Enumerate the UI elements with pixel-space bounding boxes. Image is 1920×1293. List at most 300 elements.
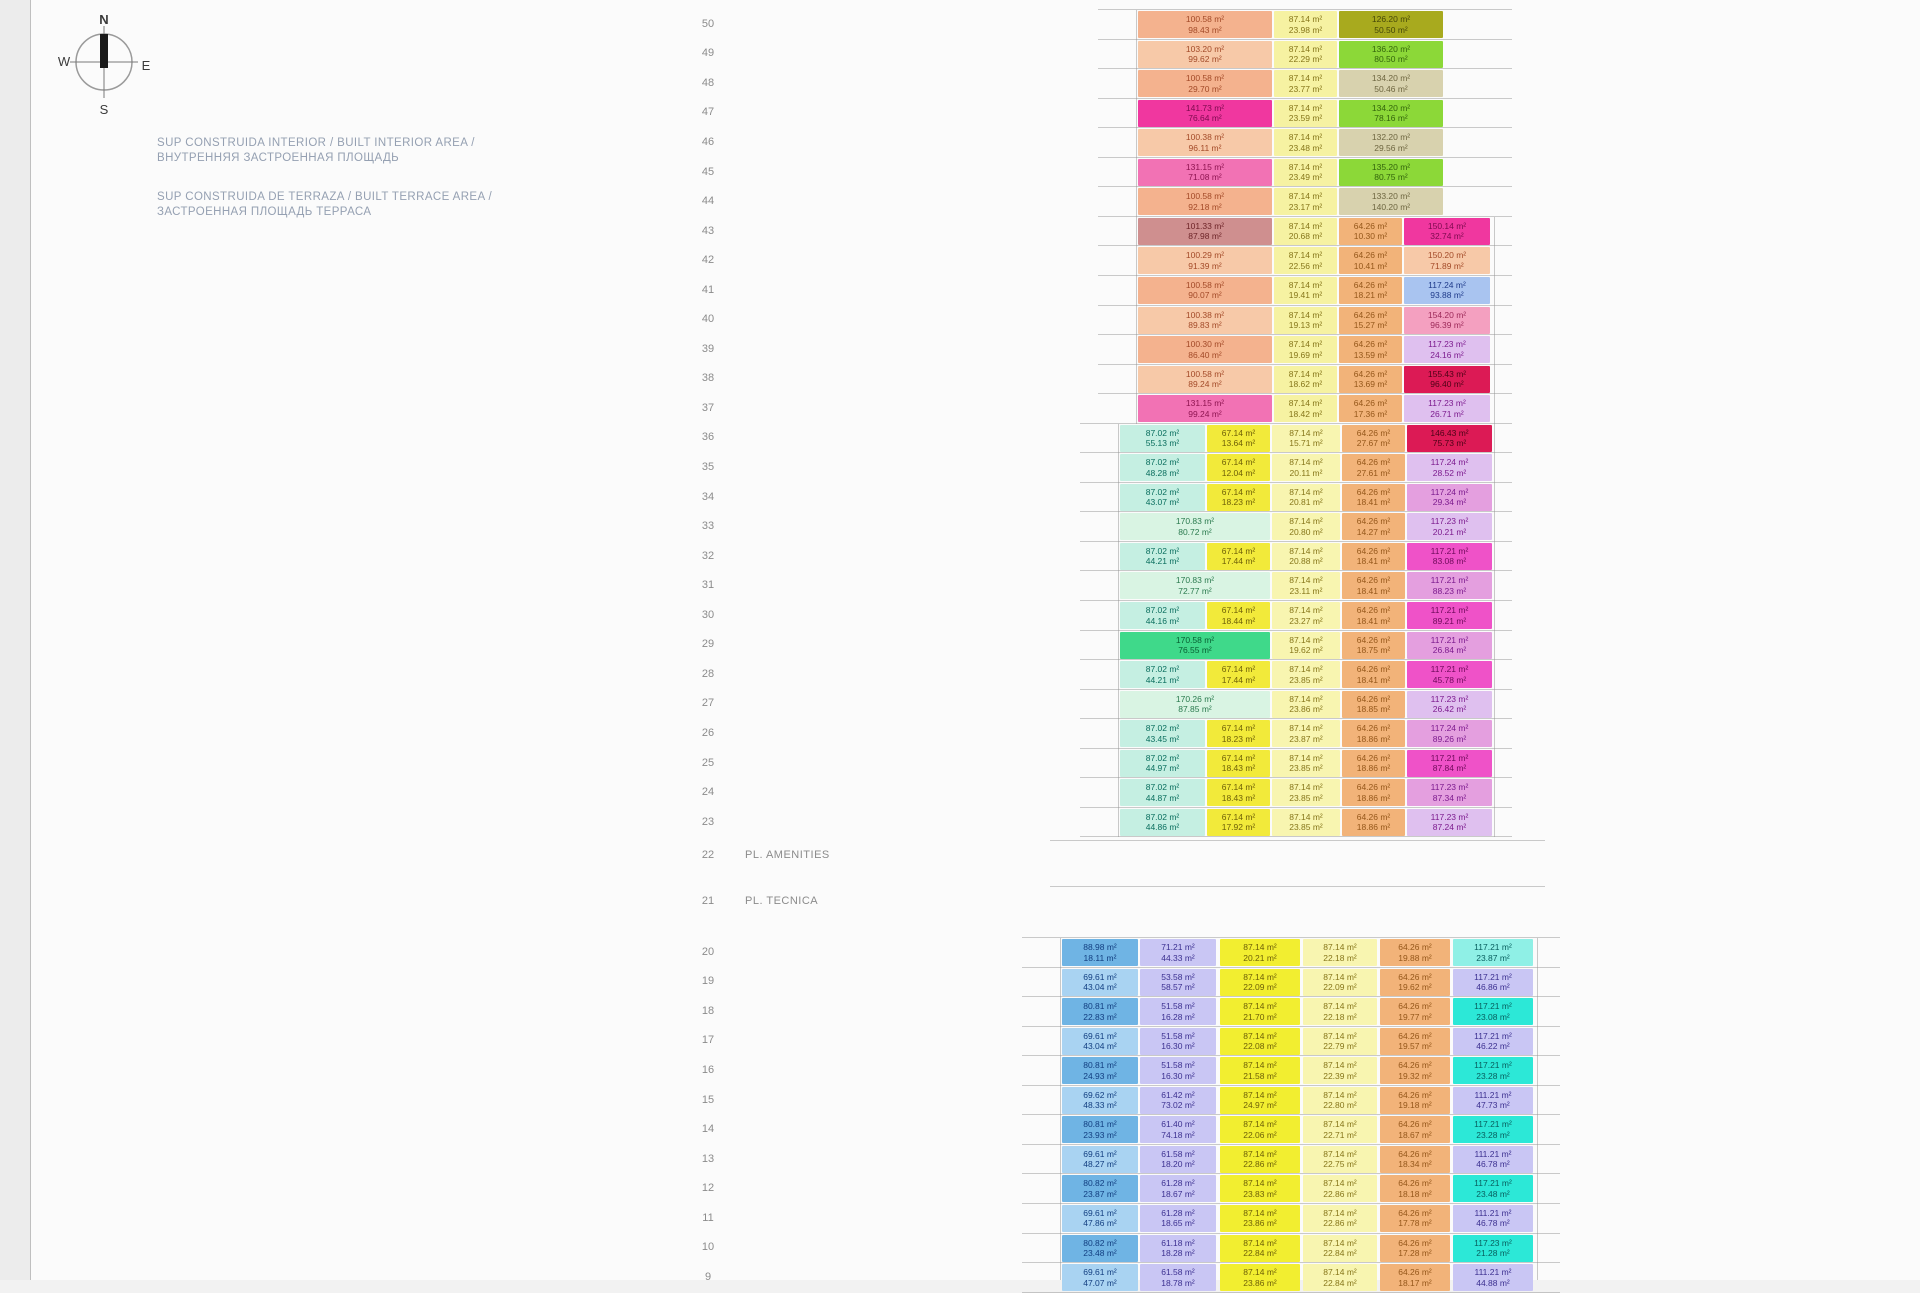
terrace-area-value: 55.13 m² bbox=[1145, 438, 1180, 449]
terrace-area-value: 27.61 m² bbox=[1356, 467, 1391, 478]
terrace-area-value: 87.84 m² bbox=[1432, 763, 1467, 774]
interior-area-value: 136.20 m² bbox=[1371, 43, 1411, 54]
terrace-area-value: 20.21 m² bbox=[1243, 952, 1277, 963]
terrace-area-value: 18.18 m² bbox=[1398, 1188, 1432, 1199]
floor-slab-line bbox=[1098, 275, 1512, 276]
floor-number: 49 bbox=[701, 47, 715, 60]
terrace-area-value: 86.40 m² bbox=[1188, 349, 1222, 360]
terrace-area-value: 29.70 m² bbox=[1188, 83, 1222, 94]
terrace-area-value: 18.41 m² bbox=[1356, 585, 1391, 596]
interior-area-value: 134.20 m² bbox=[1371, 102, 1411, 113]
interior-area-value: 150.20 m² bbox=[1427, 250, 1467, 261]
interior-area-value: 117.21 m² bbox=[1474, 1178, 1512, 1189]
floor-number: 16 bbox=[701, 1063, 715, 1076]
floor-number: 22 bbox=[701, 849, 715, 861]
terrace-area-value: 10.30 m² bbox=[1353, 231, 1388, 242]
floor-slab-line bbox=[1098, 245, 1512, 246]
terrace-area-value: 28.52 m² bbox=[1432, 467, 1467, 478]
apartment-area-cell bbox=[1380, 998, 1450, 1025]
apartment-area-cell bbox=[1140, 1264, 1216, 1291]
apartment-area-cell bbox=[1339, 395, 1402, 422]
apartment-area-cell bbox=[1339, 247, 1402, 274]
terrace-area-value: 23.85 m² bbox=[1289, 792, 1323, 803]
interior-area-value: 117.24 m² bbox=[1428, 279, 1466, 290]
terrace-area-value: 20.68 m² bbox=[1288, 231, 1323, 242]
floor-slab-line bbox=[1080, 630, 1512, 631]
apartment-area-cell bbox=[1207, 425, 1270, 452]
floor-number: 31 bbox=[701, 579, 715, 592]
floor-slab-line bbox=[1080, 423, 1512, 424]
terrace-area-value: 47.07 m² bbox=[1083, 1277, 1117, 1288]
terrace-area-value: 18.20 m² bbox=[1161, 1159, 1195, 1170]
floor-number: 35 bbox=[701, 461, 715, 474]
apartment-area-cell bbox=[1303, 1057, 1377, 1084]
apartment-area-cell bbox=[1220, 1264, 1300, 1291]
floor-slab-line bbox=[1080, 511, 1512, 512]
terrace-area-value: 23.86 m² bbox=[1243, 1277, 1277, 1288]
interior-area-value: 111.21 m² bbox=[1474, 1207, 1512, 1218]
apartment-area-cell bbox=[1404, 366, 1490, 393]
apartment-area-cell bbox=[1303, 1264, 1377, 1291]
interior-area-value: 103.20 m² bbox=[1185, 43, 1225, 54]
interior-area-value: 87.14 m² bbox=[1323, 1060, 1357, 1071]
terrace-area-value: 71.89 m² bbox=[1430, 260, 1464, 271]
floor-number: 48 bbox=[701, 76, 715, 89]
interior-area-value: 64.26 m² bbox=[1356, 782, 1391, 793]
terrace-area-value: 22.80 m² bbox=[1323, 1100, 1357, 1111]
terrace-area-value: 23.11 m² bbox=[1289, 585, 1323, 596]
terrace-area-value: 29.34 m² bbox=[1432, 497, 1467, 508]
floor-number: 36 bbox=[701, 431, 715, 444]
building-edge-line bbox=[1060, 938, 1061, 1280]
interior-area-value: 170.26 m² bbox=[1175, 693, 1215, 704]
apartment-area-cell bbox=[1120, 543, 1205, 570]
apartment-area-cell bbox=[1339, 129, 1443, 156]
interior-area-value: 64.26 m² bbox=[1398, 1148, 1432, 1159]
terrace-area-value: 76.55 m² bbox=[1178, 645, 1212, 656]
terrace-area-value: 22.86 m² bbox=[1243, 1159, 1277, 1170]
apartment-area-cell bbox=[1274, 188, 1337, 215]
apartment-area-cell bbox=[1342, 809, 1405, 836]
apartment-area-cell bbox=[1404, 218, 1490, 245]
apartment-area-cell bbox=[1342, 484, 1405, 511]
compass-w-label: W bbox=[58, 54, 71, 69]
interior-area-value: 117.23 m² bbox=[1430, 516, 1469, 527]
interior-area-value: 88.98 m² bbox=[1083, 942, 1117, 952]
floor-slab-line bbox=[1098, 68, 1512, 69]
interior-area-value: 87.14 m² bbox=[1289, 811, 1323, 822]
terrace-area-value: 91.39 m² bbox=[1188, 260, 1222, 271]
floor-number: 12 bbox=[701, 1182, 715, 1195]
apartment-area-cell bbox=[1120, 632, 1270, 659]
apartment-area-cell bbox=[1062, 939, 1138, 966]
interior-area-value: 51.58 m² bbox=[1161, 1060, 1195, 1071]
floor-slab-line bbox=[1050, 840, 1545, 841]
interior-area-value: 117.24 m² bbox=[1430, 486, 1469, 497]
terrace-area-value: 72.77 m² bbox=[1178, 585, 1212, 596]
terrace-area-value: 89.83 m² bbox=[1188, 320, 1222, 330]
terrace-area-value: 23.86 m² bbox=[1289, 704, 1323, 715]
interior-area-value: 87.14 m² bbox=[1288, 102, 1323, 113]
interior-area-value: 117.21 m² bbox=[1474, 1060, 1512, 1071]
interior-area-value: 80.82 m² bbox=[1083, 1178, 1117, 1189]
terrace-area-value: 23.48 m² bbox=[1476, 1188, 1510, 1199]
interior-area-value: 132.20 m² bbox=[1371, 132, 1411, 143]
terrace-area-value: 98.43 m² bbox=[1188, 24, 1222, 35]
interior-area-value: 87.02 m² bbox=[1145, 457, 1180, 468]
terrace-area-value: 18.43 m² bbox=[1221, 763, 1256, 774]
interior-area-value: 87.14 m² bbox=[1289, 664, 1323, 675]
interior-area-value: 61.28 m² bbox=[1161, 1178, 1195, 1189]
interior-area-value: 170.83 m² bbox=[1175, 516, 1215, 527]
floor-number: 41 bbox=[701, 283, 715, 296]
terrace-area-value: 22.71 m² bbox=[1323, 1129, 1357, 1140]
apartment-area-cell bbox=[1274, 247, 1337, 274]
apartment-area-cell bbox=[1342, 454, 1405, 481]
terrace-area-value: 48.27 m² bbox=[1083, 1159, 1117, 1170]
terrace-area-value: 43.45 m² bbox=[1145, 733, 1180, 744]
interior-area-value: 67.14 m² bbox=[1221, 782, 1256, 793]
interior-area-value: 61.58 m² bbox=[1161, 1267, 1195, 1278]
interior-area-value: 80.81 m² bbox=[1083, 1119, 1117, 1130]
terrace-area-value: 44.97 m² bbox=[1145, 763, 1180, 774]
apartment-area-cell bbox=[1138, 41, 1272, 68]
interior-area-value: 117.23 m² bbox=[1428, 339, 1466, 350]
apartment-area-cell bbox=[1272, 750, 1340, 777]
apartment-area-cell bbox=[1062, 1057, 1138, 1084]
interior-area-value: 64.26 m² bbox=[1398, 942, 1432, 952]
terrace-area-value: 26.84 m² bbox=[1432, 645, 1467, 656]
terrace-area-value: 19.18 m² bbox=[1398, 1100, 1432, 1111]
interior-area-value: 87.02 m² bbox=[1145, 752, 1180, 763]
interior-area-value: 87.14 m² bbox=[1323, 942, 1357, 952]
interior-area-value: 100.58 m² bbox=[1185, 191, 1225, 202]
interior-area-value: 100.30 m² bbox=[1185, 339, 1225, 350]
apartment-area-cell bbox=[1407, 543, 1492, 570]
apartment-area-cell bbox=[1339, 41, 1443, 68]
interior-area-value: 64.26 m² bbox=[1353, 220, 1388, 231]
interior-area-value: 87.14 m² bbox=[1243, 1089, 1277, 1100]
apartment-area-cell bbox=[1140, 939, 1216, 966]
terrace-area-value: 15.71 m² bbox=[1289, 438, 1323, 449]
terrace-area-value: 23.08 m² bbox=[1476, 1011, 1510, 1022]
interior-area-value: 87.14 m² bbox=[1323, 971, 1357, 982]
terrace-area-value: 23.86 m² bbox=[1243, 1218, 1277, 1229]
apartment-area-cell bbox=[1303, 1146, 1377, 1173]
terrace-area-value: 15.27 m² bbox=[1353, 320, 1388, 330]
apartment-area-cell bbox=[1407, 632, 1492, 659]
apartment-area-cell bbox=[1339, 277, 1402, 304]
apartment-area-cell bbox=[1062, 998, 1138, 1025]
apartment-area-cell bbox=[1120, 750, 1205, 777]
interior-area-value: 117.21 m² bbox=[1474, 1119, 1512, 1130]
legend-interior bbox=[157, 136, 492, 166]
apartment-area-cell bbox=[1380, 1235, 1450, 1262]
interior-area-value: 87.14 m² bbox=[1288, 132, 1323, 143]
floor-number: 14 bbox=[701, 1123, 715, 1136]
apartment-area-cell bbox=[1453, 969, 1533, 996]
terrace-area-value: 22.79 m² bbox=[1323, 1041, 1357, 1052]
apartment-area-cell bbox=[1342, 691, 1405, 718]
floor-slab-line bbox=[1022, 1055, 1560, 1056]
apartment-area-cell bbox=[1339, 218, 1402, 245]
interior-area-value: 117.21 m² bbox=[1430, 605, 1469, 615]
interior-area-value: 87.14 m² bbox=[1289, 575, 1323, 586]
interior-area-value: 141.73 m² bbox=[1185, 102, 1225, 113]
floor-number: 39 bbox=[701, 342, 715, 355]
apartment-area-cell bbox=[1120, 572, 1270, 599]
interior-area-value: 64.26 m² bbox=[1398, 1178, 1432, 1189]
terrace-area-value: 75.73 m² bbox=[1432, 438, 1467, 449]
floor-slab-line bbox=[1022, 937, 1560, 938]
interior-area-value: 64.26 m² bbox=[1356, 545, 1391, 556]
interior-area-value: 150.14 m² bbox=[1427, 220, 1467, 231]
interior-area-value: 64.26 m² bbox=[1356, 723, 1391, 734]
apartment-area-cell bbox=[1272, 661, 1340, 688]
interior-area-value: 87.02 m² bbox=[1145, 605, 1180, 615]
terrace-area-value: 12.04 m² bbox=[1221, 467, 1256, 478]
area-legend bbox=[157, 136, 492, 244]
apartment-area-cell bbox=[1207, 484, 1270, 511]
apartment-area-cell bbox=[1140, 1028, 1216, 1055]
apartment-area-cell bbox=[1303, 1235, 1377, 1262]
floor-number: 37 bbox=[701, 401, 715, 414]
apartment-area-cell bbox=[1407, 809, 1492, 836]
apartment-area-cell bbox=[1062, 1028, 1138, 1055]
apartment-area-cell bbox=[1272, 632, 1340, 659]
terrace-area-value: 43.04 m² bbox=[1083, 1041, 1117, 1052]
apartment-area-cell bbox=[1207, 779, 1270, 806]
terrace-area-value: 21.28 m² bbox=[1476, 1248, 1510, 1258]
terrace-area-value: 23.17 m² bbox=[1288, 201, 1323, 212]
floor-slab-line bbox=[1080, 452, 1512, 453]
interior-area-value: 61.18 m² bbox=[1161, 1237, 1195, 1248]
interior-area-value: 87.14 m² bbox=[1243, 1207, 1277, 1218]
interior-area-value: 87.14 m² bbox=[1288, 14, 1323, 24]
terrace-area-value: 22.09 m² bbox=[1243, 982, 1277, 993]
apartment-area-cell bbox=[1272, 691, 1340, 718]
terrace-area-value: 18.28 m² bbox=[1161, 1248, 1195, 1258]
apartment-area-cell bbox=[1407, 779, 1492, 806]
terrace-area-value: 18.41 m² bbox=[1356, 497, 1391, 508]
apartment-area-cell bbox=[1140, 1146, 1216, 1173]
floor-number: 29 bbox=[701, 638, 715, 651]
terrace-area-value: 22.56 m² bbox=[1288, 260, 1323, 271]
interior-area-value: 100.58 m² bbox=[1185, 279, 1225, 290]
apartment-area-cell bbox=[1303, 969, 1377, 996]
interior-area-value: 51.58 m² bbox=[1161, 1001, 1195, 1012]
apartment-area-cell bbox=[1342, 602, 1405, 629]
terrace-area-value: 18.67 m² bbox=[1398, 1129, 1432, 1140]
apartment-area-cell bbox=[1120, 691, 1270, 718]
apartment-area-cell bbox=[1140, 1235, 1216, 1262]
floor-number: 25 bbox=[701, 756, 715, 769]
terrace-area-value: 18.34 m² bbox=[1398, 1159, 1432, 1170]
terrace-area-value: 22.84 m² bbox=[1323, 1248, 1357, 1258]
interior-area-value: 117.21 m² bbox=[1474, 971, 1512, 982]
interior-area-value: 87.14 m² bbox=[1243, 1119, 1277, 1130]
apartment-area-cell bbox=[1404, 247, 1490, 274]
interior-area-value: 100.29 m² bbox=[1185, 250, 1225, 261]
terrace-area-value: 23.27 m² bbox=[1289, 615, 1323, 626]
interior-area-value: 87.14 m² bbox=[1289, 782, 1323, 793]
apartment-area-cell bbox=[1120, 602, 1205, 629]
apartment-area-cell bbox=[1303, 998, 1377, 1025]
floor-number: 40 bbox=[701, 313, 715, 326]
terrace-area-value: 21.70 m² bbox=[1243, 1011, 1277, 1022]
apartment-area-cell bbox=[1339, 159, 1443, 186]
interior-area-value: 146.43 m² bbox=[1430, 427, 1469, 438]
apartment-area-cell bbox=[1380, 1264, 1450, 1291]
apartment-area-cell bbox=[1339, 11, 1443, 38]
apartment-area-cell bbox=[1120, 720, 1205, 747]
interior-area-value: 51.58 m² bbox=[1161, 1030, 1195, 1041]
interior-area-value: 64.26 m² bbox=[1353, 398, 1388, 409]
terrace-area-value: 20.11 m² bbox=[1289, 467, 1323, 478]
interior-area-value: 87.14 m² bbox=[1288, 398, 1323, 409]
apartment-area-cell bbox=[1062, 1235, 1138, 1262]
building-edge-line bbox=[1136, 10, 1137, 424]
interior-area-value: 64.26 m² bbox=[1353, 309, 1388, 320]
apartment-area-cell bbox=[1120, 779, 1205, 806]
terrace-area-value: 18.44 m² bbox=[1221, 615, 1256, 626]
building-edge-line bbox=[1494, 217, 1495, 838]
terrace-area-value: 44.16 m² bbox=[1145, 615, 1180, 626]
interior-area-value: 87.14 m² bbox=[1243, 1030, 1277, 1041]
apartment-area-cell bbox=[1380, 1146, 1450, 1173]
terrace-area-value: 23.77 m² bbox=[1288, 83, 1323, 94]
interior-area-value: 87.14 m² bbox=[1289, 457, 1323, 468]
interior-area-value: 67.14 m² bbox=[1221, 723, 1256, 734]
apartment-area-cell bbox=[1453, 1205, 1533, 1232]
interior-area-value: 64.26 m² bbox=[1398, 1001, 1432, 1012]
terrace-area-value: 19.13 m² bbox=[1288, 320, 1323, 330]
apartment-area-cell bbox=[1140, 1116, 1216, 1143]
compass-n-label: N bbox=[99, 12, 109, 27]
terrace-area-value: 19.32 m² bbox=[1398, 1070, 1432, 1081]
interior-area-value: 117.21 m² bbox=[1474, 942, 1512, 952]
apartment-area-cell bbox=[1062, 1175, 1138, 1202]
terrace-area-value: 18.21 m² bbox=[1353, 290, 1388, 301]
interior-area-value: 64.26 m² bbox=[1398, 1237, 1432, 1248]
interior-area-value: 64.26 m² bbox=[1398, 1089, 1432, 1100]
apartment-area-cell bbox=[1404, 336, 1490, 363]
floor-slab-line bbox=[1098, 98, 1512, 99]
terrace-area-value: 19.62 m² bbox=[1398, 982, 1432, 993]
legend-terrace-line1: SUP CONSTRUIDA DE TERRAZA / BUILT TERRACE AREA / bbox=[157, 191, 493, 203]
interior-area-value: 67.14 m² bbox=[1221, 486, 1256, 497]
terrace-area-value: 18.75 m² bbox=[1356, 645, 1391, 656]
apartment-area-cell bbox=[1380, 1057, 1450, 1084]
terrace-area-value: 19.77 m² bbox=[1398, 1011, 1432, 1022]
terrace-area-value: 44.88 m² bbox=[1476, 1277, 1510, 1288]
interior-area-value: 64.26 m² bbox=[1356, 664, 1391, 675]
interior-area-value: 111.21 m² bbox=[1474, 1267, 1512, 1278]
terrace-area-value: 23.49 m² bbox=[1288, 172, 1323, 183]
apartment-area-cell bbox=[1138, 188, 1272, 215]
terrace-area-value: 18.42 m² bbox=[1288, 408, 1323, 419]
apartment-area-cell bbox=[1220, 969, 1300, 996]
apartment-area-cell bbox=[1407, 572, 1492, 599]
terrace-area-value: 18.67 m² bbox=[1161, 1188, 1195, 1199]
floor-slab-line bbox=[1022, 996, 1560, 997]
interior-area-value: 87.14 m² bbox=[1243, 1267, 1277, 1278]
apartment-area-cell bbox=[1274, 277, 1337, 304]
interior-area-value: 64.26 m² bbox=[1356, 486, 1391, 497]
apartment-area-cell bbox=[1274, 395, 1337, 422]
terrace-area-value: 16.28 m² bbox=[1161, 1011, 1195, 1022]
interior-area-value: 87.14 m² bbox=[1288, 43, 1323, 54]
apartment-area-cell bbox=[1207, 602, 1270, 629]
interior-area-value: 61.28 m² bbox=[1161, 1207, 1195, 1218]
apartment-area-cell bbox=[1220, 1205, 1300, 1232]
interior-area-value: 64.26 m² bbox=[1356, 575, 1391, 586]
interior-area-value: 117.21 m² bbox=[1430, 664, 1469, 675]
interior-area-value: 117.21 m² bbox=[1430, 634, 1469, 645]
compass-needle bbox=[100, 34, 108, 68]
interior-area-value: 87.14 m² bbox=[1323, 1001, 1357, 1012]
interior-area-value: 64.26 m² bbox=[1356, 752, 1391, 763]
terrace-area-value: 76.64 m² bbox=[1188, 113, 1222, 124]
apartment-area-cell bbox=[1272, 543, 1340, 570]
apartment-area-cell bbox=[1274, 100, 1337, 127]
apartment-area-cell bbox=[1274, 129, 1337, 156]
terrace-area-value: 23.48 m² bbox=[1083, 1248, 1117, 1258]
apartment-area-cell bbox=[1274, 366, 1337, 393]
interior-area-value: 69.61 m² bbox=[1083, 1207, 1117, 1218]
interior-area-value: 67.14 m² bbox=[1221, 545, 1256, 556]
interior-area-value: 87.14 m² bbox=[1289, 516, 1323, 527]
terrace-area-value: 18.17 m² bbox=[1398, 1277, 1432, 1288]
terrace-area-value: 23.98 m² bbox=[1288, 24, 1323, 35]
apartment-area-cell bbox=[1220, 939, 1300, 966]
apartment-area-cell bbox=[1303, 1205, 1377, 1232]
terrace-area-value: 44.21 m² bbox=[1145, 556, 1180, 567]
apartment-area-cell bbox=[1138, 70, 1272, 97]
apartment-area-cell bbox=[1272, 572, 1340, 599]
terrace-area-value: 16.30 m² bbox=[1161, 1041, 1195, 1052]
apartment-area-cell bbox=[1138, 129, 1272, 156]
interior-area-value: 117.23 m² bbox=[1430, 693, 1469, 704]
floor-number: 20 bbox=[701, 945, 715, 958]
terrace-area-value: 87.85 m² bbox=[1178, 704, 1212, 715]
terrace-area-value: 87.34 m² bbox=[1432, 792, 1467, 803]
terrace-area-value: 44.86 m² bbox=[1145, 822, 1180, 833]
apartment-area-cell bbox=[1303, 1028, 1377, 1055]
apartment-area-cell bbox=[1138, 395, 1272, 422]
apartment-area-cell bbox=[1274, 70, 1337, 97]
terrace-area-value: 90.07 m² bbox=[1188, 290, 1222, 301]
interior-area-value: 64.26 m² bbox=[1398, 1267, 1432, 1278]
interior-area-value: 117.21 m² bbox=[1430, 575, 1469, 586]
floor-slab-line bbox=[1098, 305, 1512, 306]
interior-area-value: 67.14 m² bbox=[1221, 664, 1256, 675]
terrace-area-value: 18.41 m² bbox=[1356, 674, 1391, 685]
terrace-area-value: 22.06 m² bbox=[1243, 1129, 1277, 1140]
interior-area-value: 64.26 m² bbox=[1356, 605, 1391, 615]
terrace-area-value: 23.93 m² bbox=[1083, 1129, 1117, 1140]
interior-area-value: 87.14 m² bbox=[1323, 1178, 1357, 1189]
floor-slab-line bbox=[1080, 600, 1512, 601]
interior-area-value: 80.81 m² bbox=[1083, 1001, 1117, 1012]
terrace-area-value: 17.44 m² bbox=[1221, 556, 1256, 567]
interior-area-value: 117.21 m² bbox=[1474, 1001, 1512, 1012]
interior-area-value: 87.14 m² bbox=[1288, 279, 1323, 290]
interior-area-value: 100.58 m² bbox=[1185, 368, 1225, 379]
apartment-area-cell bbox=[1207, 661, 1270, 688]
apartment-area-cell bbox=[1342, 572, 1405, 599]
floor-number: 10 bbox=[701, 1241, 715, 1254]
